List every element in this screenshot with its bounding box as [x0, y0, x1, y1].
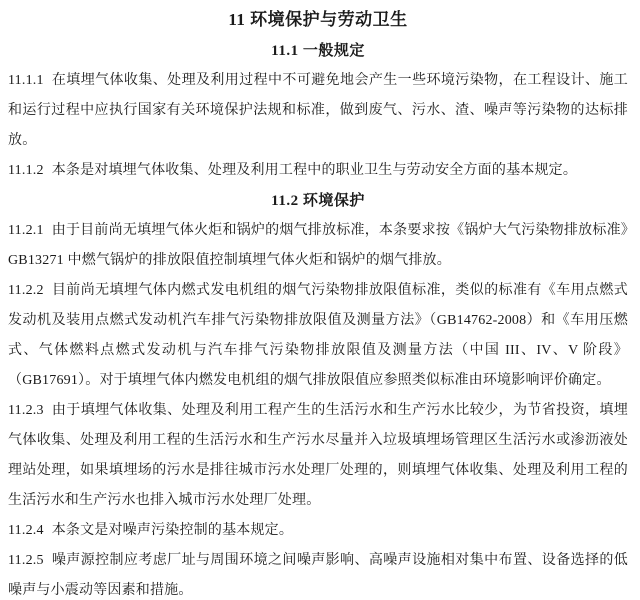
clause-text: 噪声源控制应考虑厂址与周围环境之间噪声影响、高噪声设施相对集中布置、设备选择的低噪声与小震动等因素和措施。 [8, 553, 628, 598]
chapter-heading: 11 环境保护与劳动卫生 [228, 10, 408, 29]
clause-number: 11.1.2 [8, 163, 44, 178]
section-heading-11-1: 11.1 一般规定 [271, 43, 365, 59]
clause-11-2-3 [8, 396, 628, 516]
clause-11-1-1 [8, 66, 628, 156]
section-heading-11-2: 11.2 环境保护 [271, 193, 365, 209]
clause-text: 由于填埋气体收集、处理及利用工程产生的生活污水和生产污水比较少，为节省投资，填埋气体收集、处理及利用工程的生活污水和生产污水尽量并入垃圾填埋场管理区生活污水或渗沥液处理站处理，如果填埋场的污水是排往城市污水处理厂处理的，则填埋气体收集、处理及利用工程的生活污水和生产污水也排入城市污水处理厂处理。 [8, 403, 628, 508]
clause-11-2-5 [8, 546, 628, 600]
clause-number: 11.2.5 [8, 553, 44, 568]
clause-number: 11.2.3 [8, 403, 44, 418]
clause-text: 目前尚无填埋气体内燃式发电机组的烟气污染物排放限值标准，类似的标准有《车用点燃式发动机及装用点燃式发动机汽车排气污染物排放限值及测量方法》（GB14762-2008）和《车用压燃式、气体燃料点燃式发动机与汽车排气污染物排放限值及测量方法（中国 III、IV、V 阶段》（GB17691）。对于填埋气体内燃发电机组的烟气排放限值应参照类似标准由环境影响评价确定。 [8, 283, 628, 388]
clause-11-2-4 [8, 516, 628, 546]
clause-number: 11.2.2 [8, 283, 44, 298]
clause-text: 本条是对填埋气体收集、处理及利用工程中的职业卫生与劳动安全方面的基本规定。 [51, 163, 578, 178]
clause-text: 本条文是对噪声污染控制的基本规定。 [51, 523, 294, 538]
clause-number: 11.2.4 [8, 523, 44, 538]
clause-number: 11.1.1 [8, 73, 44, 88]
clause-text: 由于目前尚无填埋气体火炬和锅炉的烟气排放标准，本条要求按《锅炉大气污染物排放标准》GB13271 中燃气锅炉的排放限值控制填埋气体火炬和锅炉的烟气排放。 [8, 223, 628, 268]
clause-11-2-1 [8, 216, 628, 276]
clause-text: 在填埋气体收集、处理及利用过程中不可避免地会产生一些环境污染物，在工程设计、施工和运行过程中应执行国家有关环境保护法规和标准，做到废气、污水、渣、噪声等污染物的达标排放。 [8, 73, 628, 148]
clause-number: 11.2.1 [8, 223, 44, 238]
clause-11-1-2 [8, 156, 628, 186]
clause-11-2-2 [8, 276, 628, 396]
